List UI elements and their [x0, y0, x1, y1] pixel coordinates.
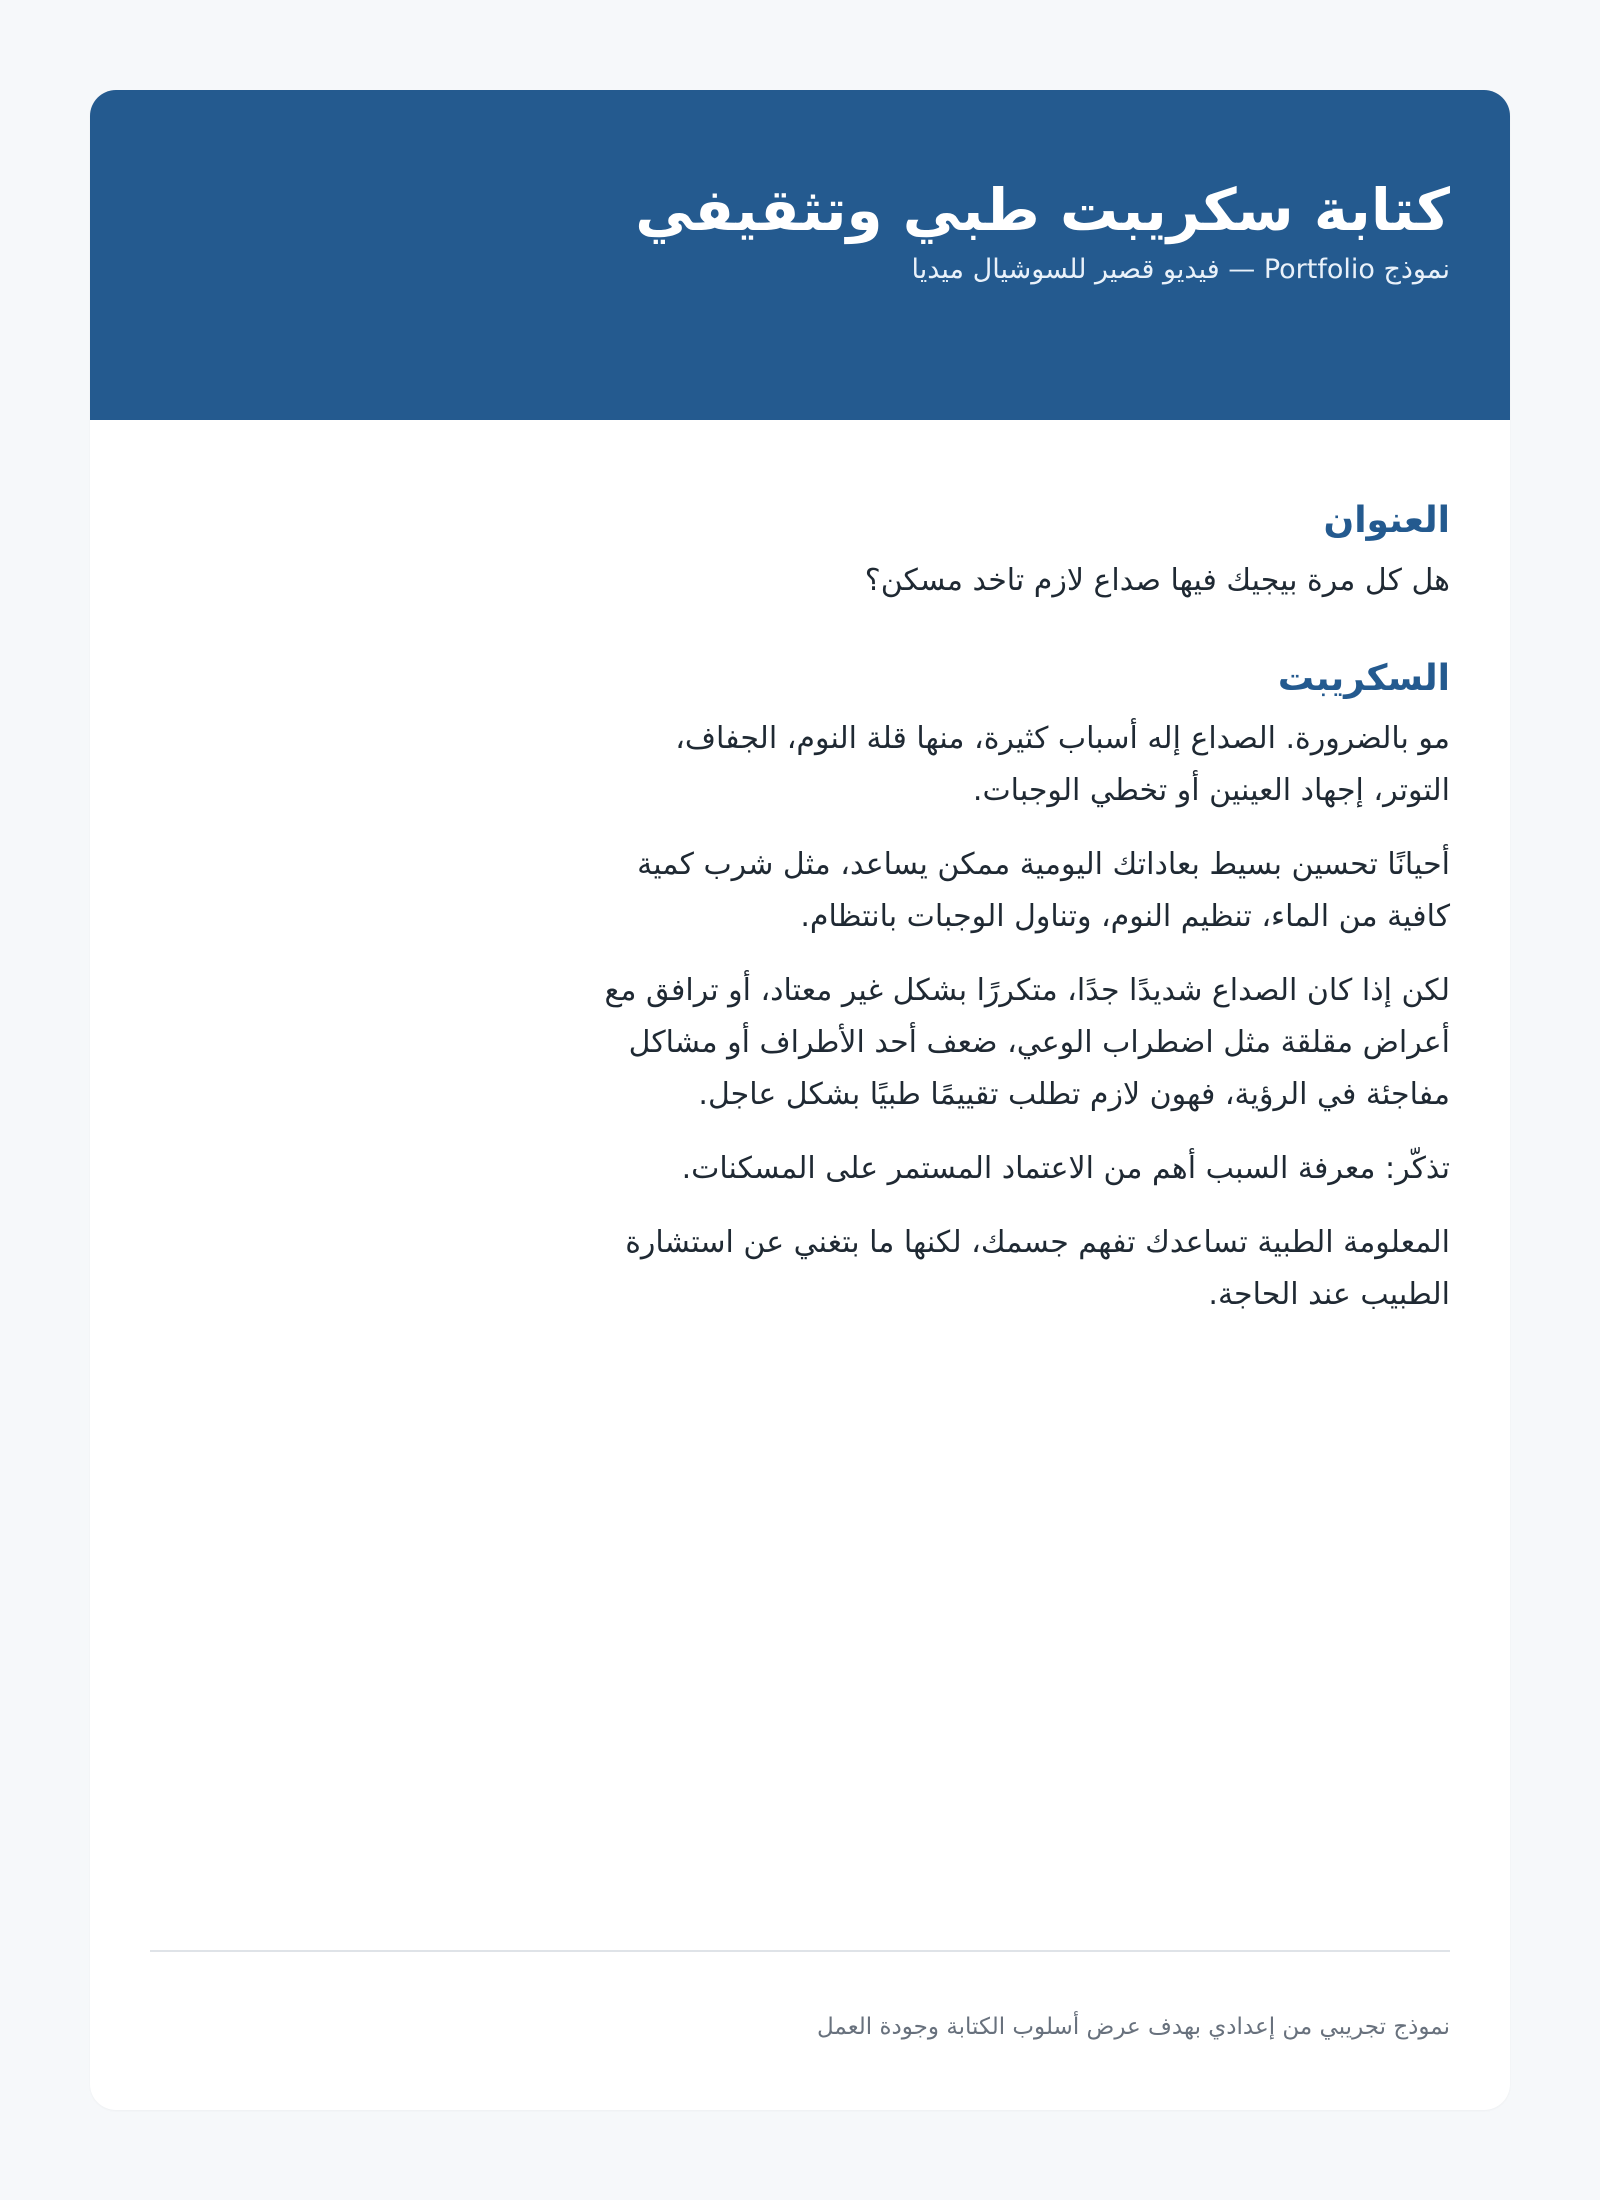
title-section-heading: العنوان — [1323, 500, 1450, 541]
page-subtitle: نموذج Portfolio — فيديو قصير للسوشيال ميديا — [911, 254, 1450, 285]
script-paragraph: مو بالضرورة. الصداع إله أسباب كثيرة، منها قلة النوم، الجفاف، التوتر، إجهاد العينين أو تخطي الوجبات. — [675, 721, 1450, 808]
script-content — [590, 495, 1450, 1343]
script-paragraph: لكن إذا كان الصداع شديدًا جدًا، متكررًا بشكل غير معتاد، أو ترافق مع أعراض مقلقة مثل اضطراب الوعي، ضعف أحد الأطراف أو مشاكل مفاجئة في الرؤية، فهون لازم تطلب تقييمًا طبيًا بشكل عاجل. — [604, 973, 1450, 1112]
script-paragraph: أحيانًا تحسين بسيط بعاداتك اليومية ممكن يساعد، مثل شرب كمية كافية من الماء، تنظيم النوم، وتناول الوجبات بانتظام. — [637, 847, 1450, 934]
header-content — [635, 172, 1450, 292]
script-paragraph: المعلومة الطبية تساعدك تفهم جسمك، لكنها ما بتغني عن استشارة الطبيب عند الحاجة. — [625, 1225, 1450, 1312]
page-title: كتابة سكريبت طبي وتثقيفي — [635, 176, 1450, 244]
footer-divider — [150, 1950, 1450, 1952]
header-banner — [90, 90, 1510, 420]
footer-note: نموذج تجريبي من إعدادي بهدف عرض أسلوب الكتابة وجودة العمل — [816, 2014, 1450, 2040]
script-paragraph: تذكّر: معرفة السبب أهم من الاعتماد المستمر على المسكنات. — [681, 1151, 1450, 1186]
document-card — [90, 90, 1510, 2110]
video-title: هل كل مرة بيجيك فيها صداع لازم تاخد مسكن؟ — [864, 563, 1450, 598]
script-section-heading: السكريبت — [1277, 658, 1450, 699]
